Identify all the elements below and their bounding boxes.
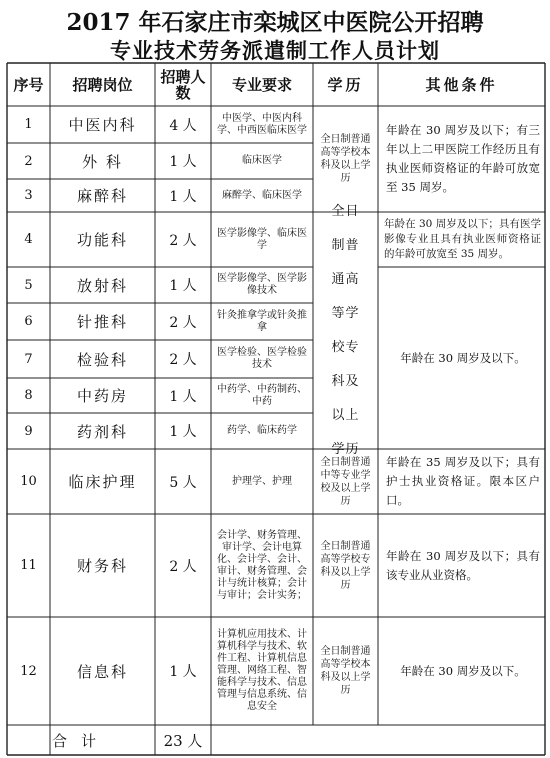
edu-cell: 全日制普通高等学校本科及以上学历	[320, 134, 371, 184]
row-post: 财务科	[76, 557, 128, 575]
row-count: 2 人	[169, 558, 197, 575]
row-number: 2	[24, 153, 33, 169]
edu-cell: 全日制普通中等专业学校及以上学历	[320, 456, 371, 507]
row-major: 针灸推拿学或针灸推拿	[217, 309, 307, 333]
row-major: 临床医学	[242, 155, 282, 166]
row-post: 药剂科	[76, 422, 128, 441]
condition-cell: 年龄在 30 周岁及以下；具有该专业从业资格。	[386, 548, 540, 582]
row-count: 2 人	[169, 232, 197, 249]
condition-cell: 年龄在 30 周岁及以下；具有医学影像专业且具有执业医师资格证的年龄可放宽至 35 周岁。	[384, 218, 541, 260]
header-other: 其他条件	[425, 75, 498, 94]
row-major: 药学、临床药学	[227, 425, 297, 436]
row-count: 1 人	[169, 388, 197, 405]
condition-cell: 年龄在 30 周岁及以下。	[400, 350, 526, 365]
row-count: 5 人	[169, 474, 197, 491]
row-number: 11	[20, 558, 37, 573]
row-number: 10	[20, 474, 37, 489]
row-number: 1	[24, 117, 33, 132]
row-number: 9	[24, 423, 33, 439]
row-post: 中药房	[76, 387, 128, 405]
condition-cell: 年龄在 30 周岁及以下；有三年以上二甲医院工作经历且有执业医师资格证的年龄可放宽至 35 周岁。	[386, 123, 540, 194]
condition-cell: 年龄在 35 周岁及以下；具有护士执业资格证。限本区户口。	[386, 455, 540, 507]
row-post: 放射科	[76, 276, 128, 295]
row-count: 2 人	[169, 352, 197, 368]
row-post: 信息科	[76, 662, 128, 681]
row-major: 会计学、财务管理、审计学、会计电算化、会计学、会计、审计、财务管理、会计与统计核算；会计与审计；会计实务；	[217, 529, 307, 601]
edu-cell: 全日制普通高等学校专科及以上学历	[320, 540, 371, 591]
row-post: 临床护理	[68, 473, 137, 491]
row-major: 医学影像学、临床医学	[217, 227, 307, 251]
row-number: 4	[24, 232, 33, 247]
row-major: 中医学、中医内科学、中西医临床医学	[217, 112, 307, 136]
page-title: 2017 年石家庄市栾城区中医院公开招聘	[66, 9, 484, 36]
row-number: 12	[20, 663, 37, 679]
row-count: 1 人	[169, 154, 197, 170]
row-count: 1 人	[169, 424, 197, 440]
row-major: 医学影像学、医学影像技术	[217, 273, 307, 296]
row-major: 计算机应用技术、计算机科学与技术、软件工程、计算机信息管理、网络工程、智能科学与技术、信息管理与信息系统、信息安全	[217, 629, 307, 712]
row-post: 外 科	[82, 152, 123, 171]
total-label: 合计	[51, 731, 110, 750]
row-number: 6	[24, 314, 33, 329]
edu-cell: 全日制普通高等学校专科及以上学历	[331, 203, 360, 457]
row-post: 检验科	[76, 350, 128, 369]
row-number: 3	[24, 188, 33, 203]
row-major: 医学检验、医学检验技术	[217, 347, 307, 370]
row-count: 1 人	[169, 664, 197, 680]
row-number: 5	[24, 277, 33, 293]
row-post: 中医内科	[68, 116, 137, 134]
header-no: 序号	[13, 75, 44, 94]
row-count: 1 人	[169, 278, 197, 294]
row-major: 护理学、护理	[232, 475, 292, 487]
row-count: 1 人	[169, 188, 197, 205]
row-post: 针推科	[76, 313, 128, 331]
condition-cell: 年龄在 30 周岁及以下。	[400, 663, 526, 678]
row-major: 麻醉学、临床医学	[222, 189, 302, 201]
page-subtitle: 专业技术劳务派遣制工作人员计划	[110, 38, 440, 63]
edu-cell: 全日制普通高等学校本科及以上学历	[320, 646, 371, 696]
row-count: 4 人	[169, 117, 197, 134]
header-major: 专业要求	[231, 75, 292, 94]
row-major: 中药学、中药制药、中药	[217, 383, 307, 407]
row-number: 8	[24, 388, 33, 403]
header-edu: 学历	[327, 75, 364, 94]
row-count: 2 人	[169, 314, 197, 331]
row-post: 麻醉科	[76, 187, 128, 205]
header-count: 招聘人数	[160, 67, 206, 102]
header-post: 招聘岗位	[72, 75, 133, 94]
row-number: 7	[24, 351, 33, 367]
total-value: 23 人	[163, 731, 203, 750]
row-post: 功能科	[76, 231, 128, 249]
